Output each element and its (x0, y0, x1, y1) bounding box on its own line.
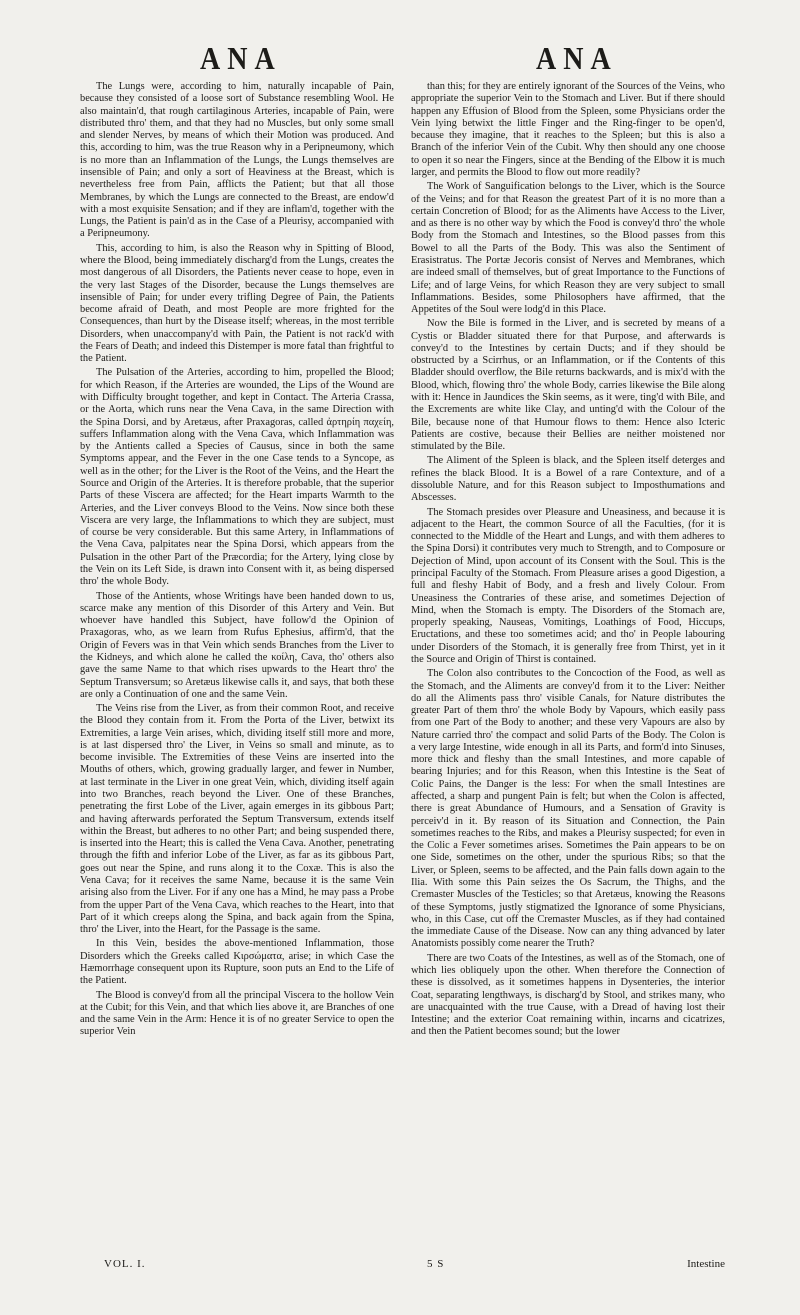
paragraph: The Work of Sanguification belongs to the Liver, which is the Source of the Veins; and for that Reason the greatest Part of it is no more than a certain Concretion of Blood; for as the Aliments have Access to the Liver, and as there is no other way by which the Food is convey'd thro' the whole Body from the Stomach and Intestines, so the Blood passes from this Bowel to all the Parts of the Body. This was also the Sentiment of Erasistratus. The Portæ Jecoris consist of Nerves and Membranes, which are indeed small of themselves, but of great Importance to the Functions of Life; and of large Veins, for which Reason they are very subject to small Inflammations. Besides, some Philosophers have affirmed, that the Appetites of the Soul were lodg'd in this Place. (411, 181, 725, 316)
right-column (411, 81, 725, 1253)
paragraph: The Aliment of the Spleen is black, and the Spleen itself deterges and refines the black Blood. It is a Bowel of a rare Contexture, and of a dissoluble Nature, and for this Reason subject to Imposthumations and Abscesses. (411, 455, 725, 504)
paragraph: The Stomach presides over Pleasure and Uneasiness, and because it is adjacent to the Heart, the common Source of all the Faculties, (for it is connected to the Middle of the Heart and Lungs, and with them adheres to the Spina Dorsi) it contributes very much to Strength, and to Composure or Dejection of Mind, upon account of its Consent with the Soul. This is the principal Faculty of the Stomach. From Pleasure arises a good Digestion, a full and fleshy Habit of Body, and a fresh and lively Colour. From Uneasiness the Contraries of these arise, and sometimes Dejection of Mind, when the Stomach is empty. The Disorders of the Stomach are, properly speaking, Nauseas, Vomitings, Loathings of Food, Hiccups, Eructations, and these too sometimes acid; and tho' in People labouring under Disorders of the Stomach, it is generally free from Thirst, yet in it the Source and Origin of Thirst is contained. (411, 506, 725, 665)
page-header (0, 41, 800, 84)
volume-mark: VOL. I. (104, 1258, 146, 1270)
paragraph: In this Vein, besides the above-mentioned Inflammation, those Disorders which the Greeks called Κιρσώματα, arise; in which Case the Hæmorrhage consequent upon its Rupture, soon puts an End to the Life of the Patient. (80, 938, 394, 987)
paragraph: The Pulsation of the Arteries, according to him, propelled the Blood; for which Reason, if the Arteries are wounded, the Lips of the Wound are with Difficulty brought together, and kept in Contact. The Arteria Crassa, or the Aorta, which runs near the Vena Cava, in the same Direction with the Spina Dorsi, and by Aretæus, after Praxagoras, called ἀρτηρίη παχείη, suffers Inflammation along with the Vena Cava, which Inflammation was by the Antients called a Species of Causus, since in both the same Symptoms appear, and the Fever in the one Case tends to a Syncope, as well as in the other; for the Liver is the Root of the Veins, and the Heart the Source and Origin of the Arteries. It is therefore probable, that the superior Parts of these Viscera are affected; for the Heart imparts Warmth to the Arteries, and the Liver conveys Blood to the Veins. Now since both these Viscera are very large, the Inflammations to which they are subject, must of course be very considerable. But this same Artery, in Inflammations of the Vena Cava, palpitates near the Spina Dorsi, which appears from the Pulsation in the other Part of the Præcordia; for the Artery, lying close by the Vein on its Left Side, is drawn into Consent with it, as being dispersed thro' the whole Body. (80, 367, 394, 588)
running-head-left: ANA (200, 41, 282, 78)
paragraph: The Blood is convey'd from all the principal Viscera to the hollow Vein at the Cubit; for this Vein, and that which lies above it, are Branches of one and the same Vein in the Arm: Hence it is of no greater Service to open the superior Vein (80, 989, 394, 1038)
paragraph: This, according to him, is also the Reason why in Spitting of Blood, where the Blood, being immediately discharg'd from the Lungs, creates the most dangerous of all Disorders, the Patients never cease to hope, even in the very last Stages of the Disorder, because the Lungs themselves are insensible of Pain; for under every trifling Degree of Pain, the Patients become afraid of Death, and most People are more frighted for the Consequences, than hurt by the Disease itself; whereas, in the most terrible Disorders, when unaccompany'd with Pain, the Patient is not rack'd with the Fears of Death; and indeed this Distemper is more fatal than frightful to the Patient. (80, 242, 394, 365)
paragraph: There are two Coats of the Intestines, as well as of the Stomach, one of which lies obliquely upon the other. When therefore the Connection of these is dissolved, as it sometimes happens in Dysenteries, the interior Coat, separating lengthways, is discharg'd by Stool, and strikes many, who are unacquainted with the true Cause, with a Dread of having lost their Intestine; and the exterior Coat remaining within, incarns and cicatrizes, and then the Patient becomes sound; but the lower (411, 952, 725, 1038)
paragraph: than this; for they are entirely ignorant of the Sources of the Veins, who appropriate the superior Vein to the Stomach and Liver. But if there should happen any Effusion of Blood from the Spleen, some Physicians order the Vein lying betwixt the little Finger and the Ring-finger to be open'd, because they imagine, that it reaches to the Spleen; but this is also a Branch of the inferior Vein of the Cubit. Why then should any one choose to open it so near the Fingers, since at the Bending of the Elbow it is much larger, and permits the Blood to flow out more readily? (411, 81, 725, 178)
paragraph: The Colon also contributes to the Concoction of the Food, as well as the Stomach, and the Aliments are convey'd from it to the Liver: Neither do all the Aliments pass thro' visible Canals, for Nature distributes the greater Part of them thro' the whole Body by Vapours, which easily pass from one Part of the Body to another; and these very Vapours are also by Nature carried thro' the compact and solid Parts of the Body. The Colon is a very large Intestine, wide enough in all its Parts, and form'd into Sinuses, more thick and fleshy than the small Intestines, and more capable of bearing Injuries; and for this Reason, when this Intestine is the Seat of Colic Pains, the Danger is the less: For when the small Intestines are affected, a sharp and pungent Pain is felt; but when the Colon is affected, there is great Abundance of Humours, and a Sensation of Gravity is perceiv'd in it. By reason of its Situation and Connection, the Pain sometimes reaches to the Ribs, and makes a Pleurisy suspected; for even in the Colic a Fever sometimes arises. Sometimes the Pain appears to be on one Side, sometimes on the other, under the spurious Ribs; so that the Liver, or Spleen, seems to be affected, and the Pain falls down again to the Ilia. With some this Pain seizes the Os Sacrum, the Thighs, and the Cremaster Muscles of the Testicles; so that Aretæus, knowing the Reasons of these Symptoms, justly stigmatized the Ignorance of some Physicians, who, in this Case, cut off the Cremaster Muscles, as if they had contained the immediate Cause of the Disease. Now can any thing advanced by later Anatomists possibly come nearer the Truth? (411, 668, 725, 950)
paragraph: Now the Bile is formed in the Liver, and is secreted by means of a Cystis or Bladder situated there for that Purpose, and afterwards is convey'd to the Intestines by certain Ducts; and if they should be obstructed by a Scirrhus, or an Inflammation, or if the Contents of this Bladder should overflow, the Bile returns backwards, and is mix'd with the Blood, which, flowing thro' the whole Body, carries likewise the Bile along with it: Hence in Jaundices the Skin seems, as it were, ting'd with Bile, and the Excrements are white like Clay, and unting'd with the Colour of the Bile, because none of that Humour flows to them: Hence also Icteric Patients are costive, because their Bellies are neither moistened nor stimulated by the Bile. (411, 318, 725, 453)
catchword: Intestine (687, 1258, 725, 1270)
left-column (80, 81, 394, 1253)
page-footer (80, 1258, 725, 1276)
text-columns (80, 81, 725, 1253)
paragraph: The Veins rise from the Liver, as from their common Root, and receive the Blood they contain from it. From the Porta of the Liver, betwixt its Extremities, a large Vein arises, which, dividing itself still more and more, is at last dispersed thro' the Liver, in Veins so small and minute, as to become invisible. The Extremities of these Veins are inserted into the Mouths of others, which, growing gradually larger, and fewer in Number, at last terminate in the Liver in one great Vein, which, dividing itself again into two Branches, reach beyond the Liver. One of these Branches, penetrating the first Lobe of the Liver, again emerges in its gibbous Part; and having afterwards perforated the Septum Transversum, extends itself within the Breast, but adheres to no other Part; and being suspended there, is inserted into the Heart; this is called the Vena Cava. Another, penetrating through the fifth and inferior Lobe of the Liver, as far as its gibbous Part, goes out near the Spine, and runs along it to the Coxæ. This is also the Vena Cava; for it receives the same Name, because it is the same Vein arising also from the Liver. For if any one has a Mind, he may pass a Probe from the upper Part of the Vena Cava, which reaches to the Heart, into that Part of it which creeps along the Spina, and back again from the Spina, thro' the Liver, into the Heart, for the Passage is the same. (80, 703, 394, 936)
signature-mark: 5 S (427, 1258, 445, 1270)
paragraph: The Lungs were, according to him, naturally incapable of Pain, because they consisted of a loose sort of Substance resembling Wool. He also maintain'd, that rough cartilaginous Arteries, incapable of Pain, were distributed thro' them, and that they had no Muscles, but only some small and slender Nerves, by means of which their Motion was produced. And this, according to him, was the true Reason why in a Peripneumony, which is no more than an Inflammation of the Lungs, the Lungs themselves are insensible of Pain; and only a sort of Heaviness at the Breast, which is nevertheless free from Pain, afflicts the Patient; but that all those Membranes, by which the Lungs are connected to the Breast, are endow'd with a most exquisite Sensation; and if they are inflam'd, together with the Lungs, the Patient is pain'd as in the Case of a Pleurisy, accompanied with a Peripneumony. (80, 81, 394, 240)
running-head-right: ANA (536, 41, 618, 78)
paragraph: Those of the Antients, whose Writings have been handed down to us, scarce make any mention of this Disorder of this Artery and Vein. But whoever have handled this Subject, have follow'd the Opinion of Praxagoras, who, as we learn from Rufus Ephesius, affirm'd, that the Origin of Fevers was in that Vein which sends Branches from the Liver to the Kidneys, and which alone he called the κοίλη, Cava, tho' others also gave the same Name to that which rises upwards to the Heart thro' the Septum Transversum; so Aretæus likewise calls it, and says, that both these are only a Continuation of one and the same Vein. (80, 590, 394, 700)
